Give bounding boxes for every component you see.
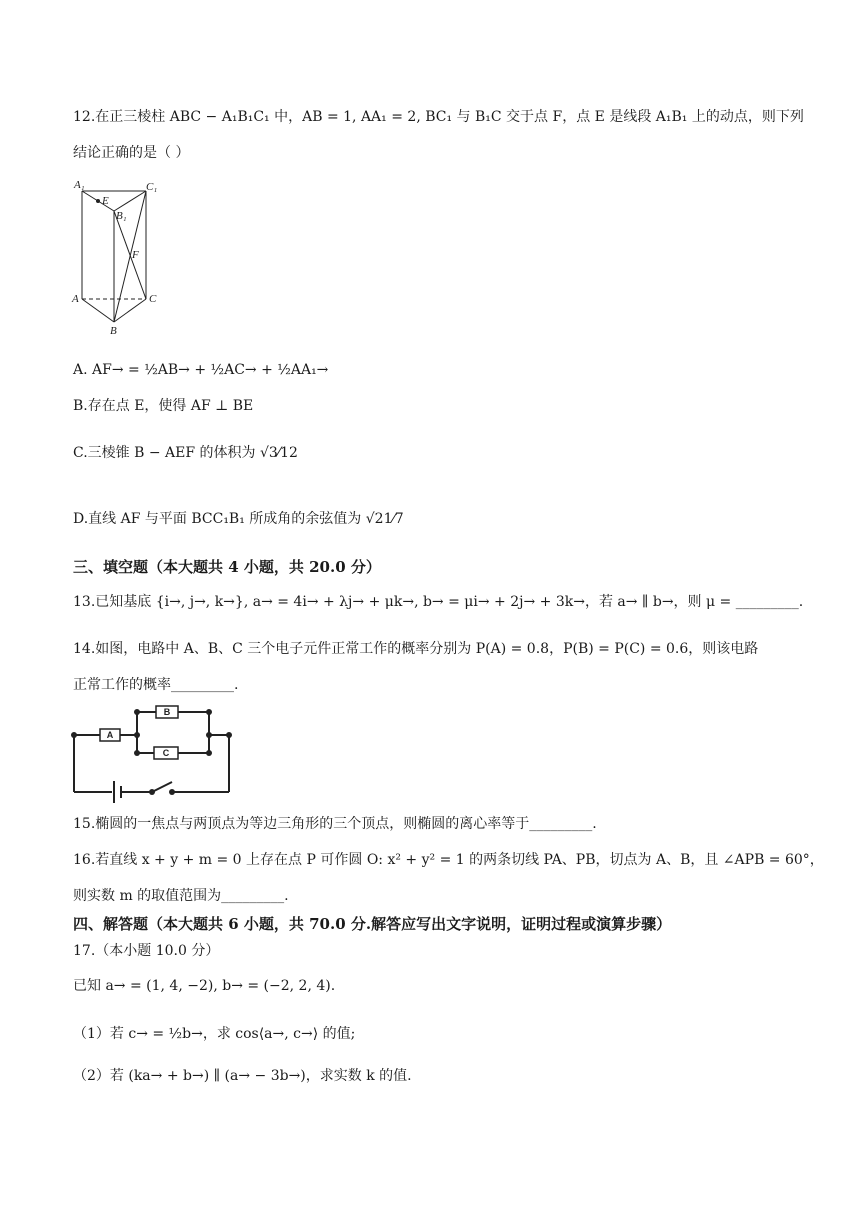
circuit-figure xyxy=(66,700,246,805)
q12-option-a: A. AF→ = ½AB→ + ½AC→ + ½AA₁→ xyxy=(73,362,329,378)
section-3-heading: 三、填空题（本大题共 4 小题，共 20.0 分） xyxy=(73,558,381,576)
prism-figure xyxy=(66,178,176,338)
q12-stem-line1: 12.在正三棱柱 ABC − A₁B₁C₁ 中，AB = 1, AA₁ = 2, BC₁ 与 B₁C 交于点 F，点 E 是线段 A₁B₁ 上的动点，则下列 xyxy=(73,109,804,125)
label-b: B xyxy=(110,325,117,337)
label-c: C xyxy=(149,293,157,305)
q14-stem-line1: 14.如图，电路中 A、B、C 三个电子元件正常工作的概率分别为 P(A) = 0.8，P(B) = P(C) = 0.6，则该电路 xyxy=(73,641,759,657)
q17-part1: （1）若 c→ = ½b→，求 cos⟨a→, c→⟩ 的值; xyxy=(73,1026,356,1042)
point-e xyxy=(96,199,100,203)
q12-stem-line2: 结论正确的是（ ） xyxy=(73,145,190,161)
q12-option-c: C.三棱锥 B − AEF 的体积为 √3⁄12 xyxy=(73,445,298,461)
q15-stem: 15.椭圆的一焦点与两顶点为等边三角形的三个顶点，则椭圆的离心率等于_________. xyxy=(73,816,597,832)
q14-stem-line2: 正常工作的概率_________. xyxy=(73,677,239,693)
q12-option-b: B.存在点 E，使得 AF ⊥ BE xyxy=(73,398,254,414)
q16-stem-line2: 则实数 m 的取值范围为_________. xyxy=(73,888,289,904)
element-b-label: B xyxy=(163,707,171,717)
element-a-label: A xyxy=(106,730,114,740)
label-b1: B₁ xyxy=(116,210,127,222)
q17-given: 已知 a→ = (1, 4, −2), b→ = (−2, 2, 4). xyxy=(73,978,336,994)
label-c1: C₁ xyxy=(146,181,158,193)
label-f: F xyxy=(132,249,139,261)
q17-part2: （2）若 (ka→ + b→) ∥ (a→ − 3b→)，求实数 k 的值. xyxy=(73,1068,412,1084)
q17-title: 17.（本小题 10.0 分） xyxy=(73,943,220,959)
section-4-heading: 四、解答题（本大题共 6 小题，共 70.0 分.解答应写出文字说明，证明过程或演算步骤） xyxy=(73,915,672,933)
q13-stem: 13.已知基底 {i→, j→, k→}, a→ = 4i→ + λj→ + μk→, b→ = μi→ + 2j→ + 3k→，若 a→ ∥ b→，则 μ = _________. xyxy=(73,594,804,610)
q16-stem-line1: 16.若直线 x + y + m = 0 上存在点 P 可作圆 O: x² + y² = 1 的两条切线 PA、PB，切点为 A、B，且 ∠APB = 60°， xyxy=(73,852,824,868)
element-c-label: C xyxy=(162,748,170,758)
label-a1: A₁ xyxy=(74,179,85,191)
q12-option-d: D.直线 AF 与平面 BCC₁B₁ 所成角的余弦值为 √21⁄7 xyxy=(73,511,404,527)
label-a: A xyxy=(72,293,79,305)
label-e: E xyxy=(102,195,109,207)
